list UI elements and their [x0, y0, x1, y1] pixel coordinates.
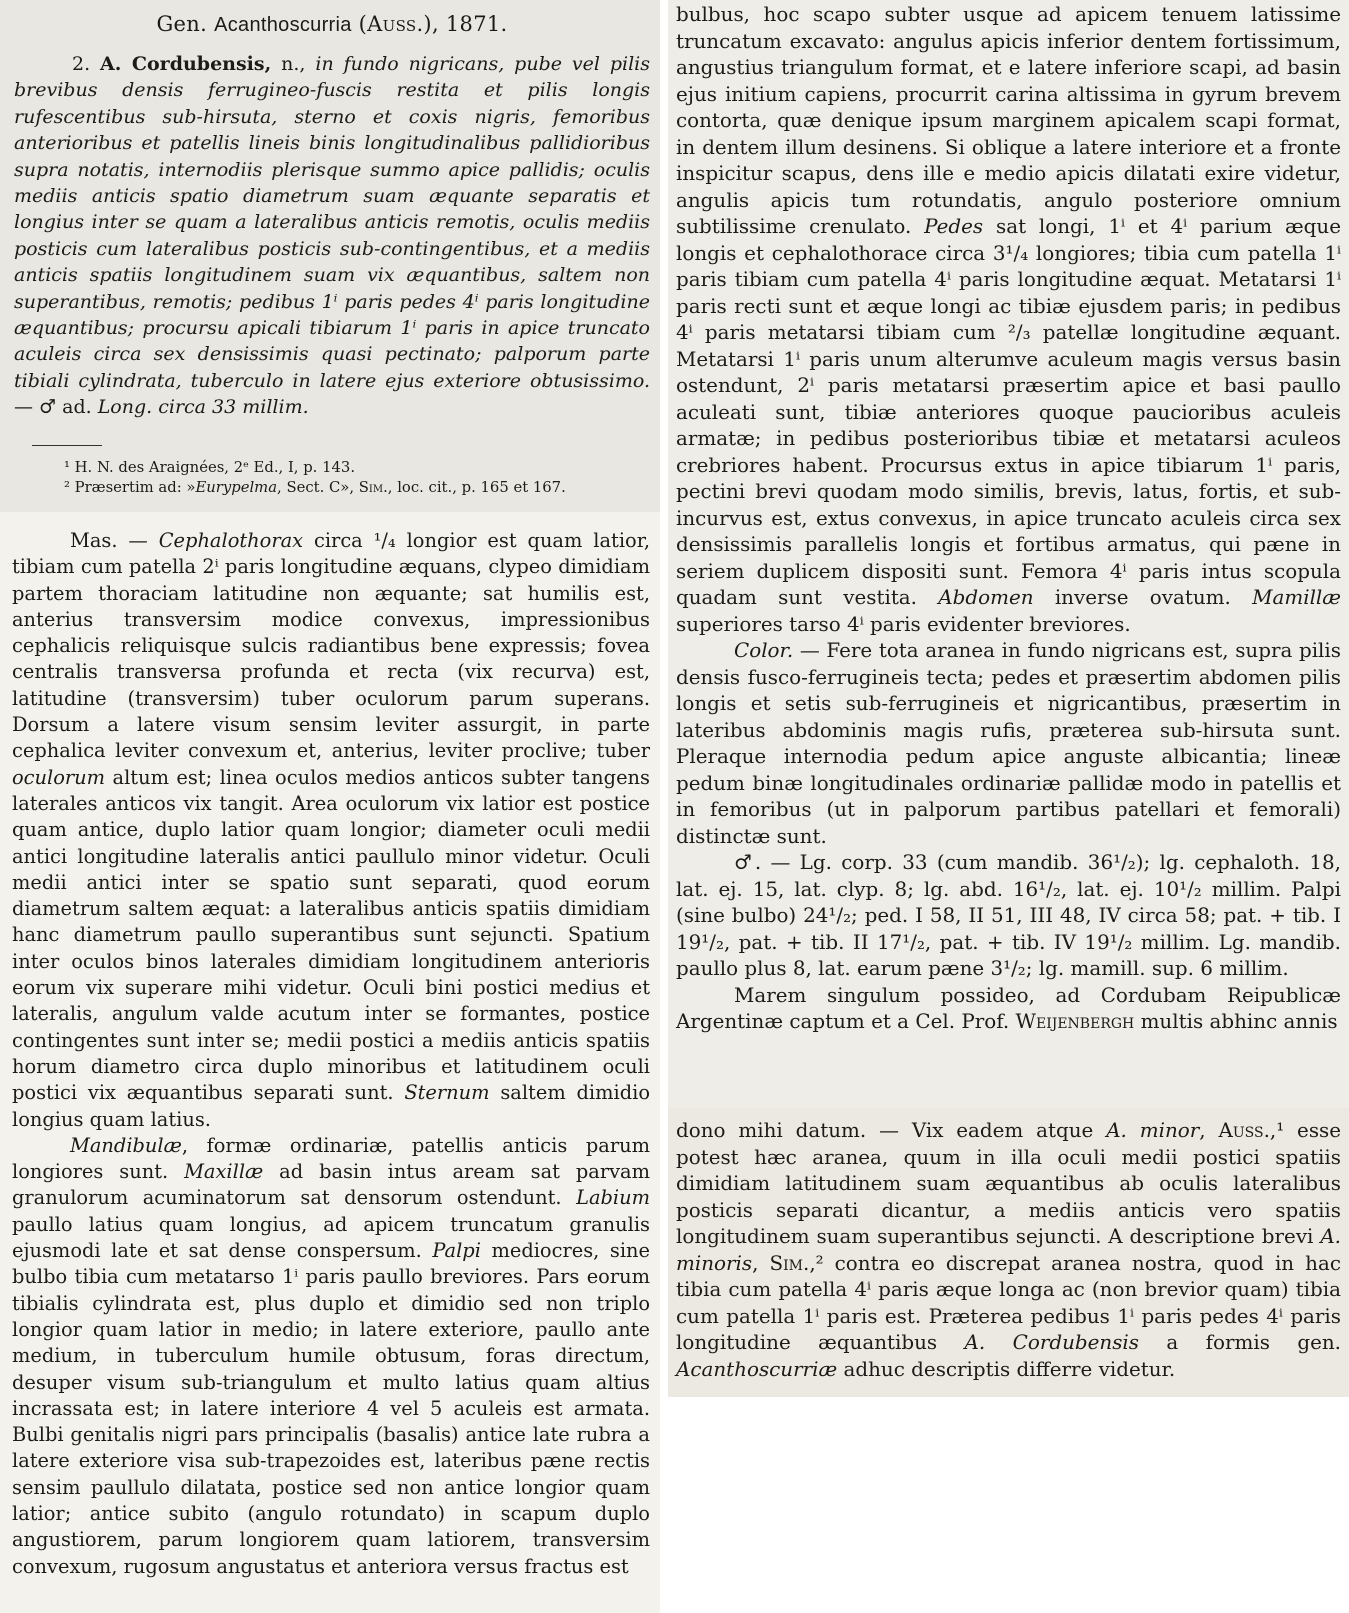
- text-run: Maxillæ: [184, 1160, 264, 1184]
- text-run: Cephalothorax: [158, 529, 304, 552]
- comparison-block: [668, 1108, 1349, 1397]
- text-run: circa ¹/₄ longior est quam latior, tibiam cum patella 2ⁱ paris longitudine æquans, clypeo dimidiam partem thoraciam latitudine non æquante; sat humilis est, anterius transversim modice convexus, impressionibus cephalicis reliquisque sulcis radiantibus bene expressis; fovea centralis transversa profunda et recta (vix recurva) est, latitudine (transversim) tuber oculorum parum superans. Dorsum a latere visum sensim leviter assurgit, in parte cephalica leviter convexum et, anterius, leviter proclive; tuber: [12, 529, 650, 763]
- header-year: 1871.: [445, 12, 508, 36]
- text-run: Marem singulum possideo, ad Cordubam Reipublicæ Argentinæ captum et a Cel. Prof.: [676, 983, 1341, 1033]
- description-column-left: [0, 512, 660, 1613]
- text-run: Sim.: [769, 1251, 810, 1275]
- text-run: multis abhinc annis: [1134, 1010, 1338, 1033]
- text-run: Sim.: [358, 478, 388, 496]
- text-run: Long. circa 33 millim.: [97, 396, 309, 419]
- paragraph-provenance: [676, 983, 1341, 1036]
- header-sep: ,: [431, 12, 446, 36]
- text-run: A. Cordubensis,: [100, 53, 272, 75]
- paragraph-color: [676, 638, 1341, 850]
- text-run: a formis gen.: [1138, 1331, 1341, 1354]
- footnote-1: [64, 458, 650, 478]
- header-gen: Gen.: [156, 12, 208, 36]
- text-run: ,² contra eo discrepat aranea nostra, quod in hac tibia cum patella 4ⁱ paris æque longa ac (non brevior quam) tibia cum patella 1ⁱ paris est. Præterea pedibus 1ⁱ paris pedes 4ⁱ paris longitudine æquantibus: [676, 1251, 1341, 1354]
- text-run: Labium: [576, 1186, 650, 1210]
- text-run: Mas. —: [70, 529, 159, 552]
- text-run: paullo latius quam longius, ad apicem truncatum granulis ejusmodi late et sat dense conspersum.: [12, 1212, 650, 1263]
- text-run: Pedes: [924, 215, 984, 238]
- text-run: 2.: [72, 53, 101, 75]
- text-run: superiores tarso 4ⁱ paris evidenter breviores.: [676, 612, 1131, 636]
- text-run: ,: [1199, 1119, 1219, 1142]
- text-run: A. minoris: [676, 1225, 1341, 1275]
- header-genus: Acanthoscurria: [214, 14, 352, 36]
- footnote-2: [64, 478, 650, 498]
- text-run: n.,: [271, 53, 316, 75]
- text-run: altum est; linea oculos medios anticos subter tangens laterales anticos vix tangit. Area oculorum vix latior est postice quam antice, duplo latior quam longior; diameter oculi medii antici longitudine lateralis antici paullulo minor videtur. Oculi medii antici inter se spatio sunt separati, quod eorum diametrum saltem æquat: a lateralibus anticis spatiis dimidiam hanc diametrum paullo superantibus sunt sejuncti. Spatium inter oculos binos laterales dimidiam longitudinem anterioris eorum vix superare mihi videtur. Oculi bini postici medius et lateralis, angulum valde acutum inter se formantes, postice contingentes sunt inter se; medii postici a mediis anticis spatiis horum diametro circa duplo minoribus et latitudinem oculi postici vix æquantibus separati sunt.: [12, 765, 650, 1105]
- text-run: — ♂ ad.: [14, 396, 98, 419]
- text-run: ,: [752, 1251, 770, 1275]
- text-run: Mandibulæ: [70, 1133, 182, 1157]
- page-header: [14, 12, 650, 37]
- paragraph-cephalothorax: [12, 528, 650, 1133]
- text-run: ² Præsertim ad: »: [64, 478, 196, 496]
- footnote-rule: [32, 445, 102, 446]
- text-run: ad basin intus aream sat parvam granulorum acuminatorum sat densorum ostendunt.: [12, 1160, 650, 1210]
- text-run: Acanthoscurriæ: [676, 1357, 838, 1381]
- text-run: , loc. cit., p. 165 et 167.: [387, 478, 566, 496]
- text-run: A. Cordubensis: [964, 1331, 1139, 1354]
- text-run: — Fere tota aranea in fundo nigricans est, supra pilis densis fusco-ferrugineis tecta; pedes et præsertim abdomen pilis longis et setis sub-ferrugineis et nigricantibus, præsertim in lateribus abdominis magis rufis, præterea sub-hirsuta sunt. Pleraque internodia pedum apice anguste albicantia; lineæ pedum binæ longitudinales ordinariæ pallidæ modo in patellis et in femoribus (ut in palporum partibus patellari et femorali) distinctæ sunt.: [676, 639, 1341, 848]
- text-run: Sternum: [404, 1081, 490, 1105]
- text-run: Palpi: [432, 1239, 481, 1263]
- text-run: oculorum: [12, 765, 106, 789]
- diagnosis-block: [0, 0, 660, 512]
- text-run: Mamillæ: [1252, 586, 1341, 609]
- text-run: , Sect. C»,: [277, 478, 359, 496]
- text-run: , formæ ordinariæ, patellis anticis parum longiores sunt.: [12, 1133, 650, 1184]
- paragraph-measurements: [676, 850, 1341, 983]
- text-run: A. minor: [1106, 1119, 1200, 1142]
- text-run: Color.: [734, 639, 794, 662]
- text-run: adhuc descriptis differre videtur.: [837, 1357, 1176, 1381]
- text-run: ¹ H. N. des Araignées, 2ᵉ Ed., I, p. 143.: [64, 458, 356, 476]
- text-run: Weijenbergh: [1015, 1010, 1135, 1033]
- text-run: ♂. — Lg. corp. 33 (cum mandib. 36¹/₂); lg. cephaloth. 18, lat. ej. 15, lat. clyp. 8; lg. abd. 16¹/₂, lat. ej. 10¹/₂ millim. Palpi (sine bulbo) 24¹/₂; ped. I 58, II 51, III 48, IV circa 58; pat. + tib. I 19¹/₂, pat. + tib. II 17¹/₂, pat. + tib. IV 19¹/₂ millim. Lg. mandib. paullo plus 8, lat. earum pæne 3¹/₂; lg. mamill. sup. 6 millim.: [676, 851, 1341, 980]
- text-run: mediocres, sine bulbo tibia cum metatarso 1ⁱ paris paullo breviores. Pars eorum tibialis cylindrata est, plus duplo et dimidio sed non triplo longior quam latior in medio; in latere exteriore, paullo ante medium, in tuberculum humile obtusum, foras directum, desuper visum sub-triangulum et multo latius quam altius incrassata est; in latere interiore 4 vel 5 aculeis est armata. Bulbi genitalis nigri pars principalis (basalis) antice late rubra a latere exteriore visa sub-trapezoides est, lateribus pæne rectis sensim paullulo dilatata, postice sed non antice longior quam latior; antice subito (angulo rotundato) in scapum duplo angustiorem, parum longiorem quam latiorem, transversim convexum, rugosum angustatus et anteriora versus fractus est: [12, 1239, 650, 1578]
- paragraph-comparison: [676, 1118, 1341, 1383]
- text-run: Eurypelma: [195, 478, 278, 496]
- text-run: ,¹ esse potest hæc aranea, quum in illa oculi medii postici spatiis dimidiam latitudinem suam æquantibus ab oculis lateralibus posticis separati dicantur, a mediis anticis vero spatiis longitudinem suam superantibus sejuncti. A descriptione brevi: [676, 1119, 1342, 1248]
- species-diagnosis: [14, 51, 650, 421]
- text-run: inverse ovatum.: [1033, 586, 1253, 609]
- paragraph-mandibulae: [12, 1133, 650, 1580]
- description-column-right: [668, 0, 1349, 1108]
- text-run: bulbus, hoc scapo subter usque ad apicem tenuem latissime truncatum excavato: angulus apicis inferior dentem fortissimum, angustius triangulum format, et e latere inferiore scapi, ad basin ejus initium capiens, procurrit carina altissima in gyrum brevem contorta, quæ denique ipsum marginem apicalem scapi format, in dentem illum desinens. Si oblique a latere interiore et a fronte inspicitur scapus, dens ille e medio apicis dilatati exire videtur, angulis apicis tum rotundatis, angulo posteriore omnium subtilissime crenulato.: [676, 3, 1341, 238]
- text-run: Auss.: [1218, 1119, 1270, 1142]
- text-run: Abdomen: [938, 586, 1034, 609]
- text-run: saltem dimidio longius quam latius.: [12, 1081, 650, 1131]
- paragraph-bulbus-pedes: [676, 2, 1341, 638]
- text-run: sat longi, 1ⁱ et 4ⁱ parium æque longis et cephalothorace circa 3¹/₄ longiores; tibia cum patella 1ⁱ paris tibiam cum patella 4ⁱ paris longitudine æquat. Metatarsi 1ⁱ paris recti sunt et æque longi ac tibiæ ejusdem paris; in pedibus 4ⁱ paris metatarsi tibiam cum ²/₃ patellæ longitudine æquant. Metatarsi 1ⁱ paris unum alterumve aculeum magis versus basin ostendunt, 2ⁱ paris metatarsi præsertim apice et basi paullo aculeati sunt, tibiæ anteriores quoque paucioribus aculeis armatæ; in pedibus posterioribus tibiæ et metatarsi aculeos crebriores habent. Procursus extus in apice tibiarum 1ⁱ paris, pectini brevi quodam modo similis, brevis, latus, fortis, et sub-incurvus est, extus convexus, in apice truncato aculeis circa sex densissimis parallelis longis et fortibus armatus, qui pæne in seriem duplicem dispositi sunt. Femora 4ⁱ paris intus scopula quadam sunt vestita.: [676, 215, 1341, 609]
- header-author: (Auss.): [358, 12, 432, 36]
- text-run: dono mihi datum. — Vix eadem atque: [676, 1119, 1107, 1142]
- text-run: in fundo nigricans, pube vel pilis brevibus densis ferrugineo-fuscis restita et pilis longis rufescentibus sub-hirsuta, sterno et coxis nigris, femoribus anterioribus et patellis lineis binis longitudinalibus pallidioribus supra notatis, internodiis plerisque summo apice pallidis; oculis mediis anticis spatio diametrum suam æquante separatis et longius inter se quam a lateralibus anticis remotis, oculis mediis posticis cum lateralibus posticis sub-contingentibus, et a mediis anticis spatiis longitudinem suam vix æquantibus, saltem non superantibus, remotis; pedibus 1ⁱ paris pedes 4ⁱ paris longitudine æquantibus; procursu apicali tibiarum 1ⁱ paris in apice truncato aculeis circa sex densissimis quasi pectinato; palporum parte tibiali cylindrata, tuberculo in latere ejus exteriore obtusissimo.: [14, 53, 650, 392]
